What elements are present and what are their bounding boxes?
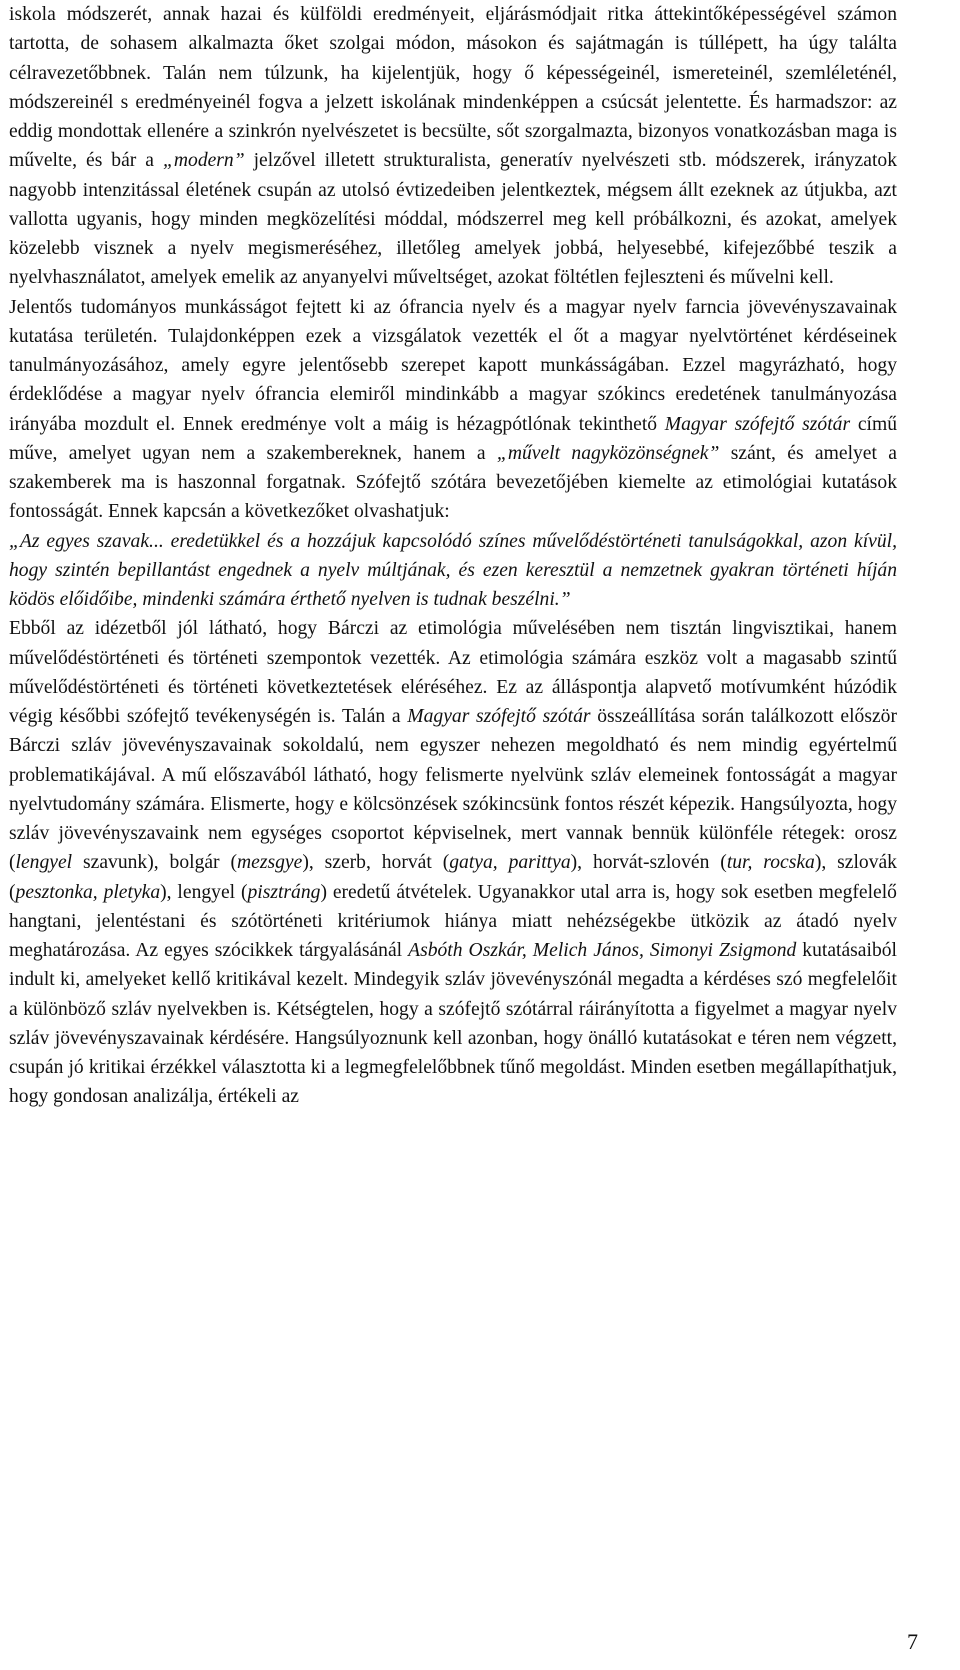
block-quote	[9, 527, 897, 615]
text-run: iskola módszerét, annak hazai és külföldi eredményeit, eljárásmódjait ritka áttekintőképességével számon tartotta, de sohasem alkalmazta őket szolgai módon, másokon és sajátmagán is túllépett, ha úgy találta célravezetőbbnek. Talán nem túlzunk, ha kijelentjük, hogy ő képességeinél, ismereteinél, szemléleténél, módszereinél s eredményeinél fogva a jelzett iskolának mindenképpen a csúcsát jelentette. És harmadszor: az eddig mondottak ellenére a szinkrón nyelvészetet is becsülte, sőt szorgalmazta, bizonyos vonatkozásban maga is művelte, és bár a	[9, 4, 897, 172]
italic-text: Magyar szófejtő szótár	[407, 706, 591, 727]
text-run: című műve, amelyet ugyan nem a szakembereknek, hanem a	[9, 413, 898, 464]
italic-text: lengyel	[15, 852, 73, 874]
text-run: kutatásaiból indult ki, amelyeket kellő kritikával kezelt. Mindegyik szláv jövevényszónál megadta a kérdéses szó megfelelőit a különböző szláv nyelvekben is. Kétségtelen, hogy a szófejtő szótárral ráirányította a figyelmet a magyar nyelv szláv jövevényszavainak kérdésére. Hangsúlyoznunk kell azonban, hogy önálló kutatásokat e téren nem végzett, csupán jó kritikai érzékkel választotta ki a legmegfelelőbbnek tűnő megoldást. Minden esetben megállapíthatjuk, hogy gondosan analizálja, értékeli az	[9, 940, 897, 1108]
text-run: összeállítása során találkozott először Bárczi szláv jövevényszavainak sokoldalú, nem egyszer nehezen megoldható és nem mindig egyértelmű problematikájával. A mű előszavából látható, hogy felismerte nyelvünk szláv elemeinek fontosságát a magyar nyelvtudomány számára. Elismerte, hogy e kölcsönzések szókincsünk fontos részét képezik. Hangsúlyozta, hogy szláv jövevényszavaink nem egységes csoportot képviselnek, mert vannak bennük különféle rétegek: orosz (	[9, 706, 897, 874]
text-run: Ebből az idézetből jól látható, hogy Bárczi az etimológia művelésében nem tisztán lingvisztikai, hanem művelődéstörténeti és történeti szempontok vezették. Az etimológia számára eszköz volt a magasabb szintű művelődéstörténeti és történeti következtetések eléréséhez. Ez az álláspontja alapvető motívumként húzódik végig későbbi szófejtő tevékenységén is. Talán a	[9, 618, 897, 727]
text-run: szavunk), bolgár (	[72, 852, 238, 874]
italic-text: „Az egyes szavak... eredetükkel és a hozzájuk kapcsolódó színes művelődéstörténeti tanulságokkal, azon kívül, hogy szintén bepillantást engednek a nyelv múltjának, és ezen keresztül a nemzetnek gyakran történeti híján ködös előidőibe, mindenki számára érthető nyelven is tudnak beszélni.”	[9, 530, 897, 610]
text-run: ) eredetű átvételek. Ugyanakkor utal arra is, hogy sok esetben megfelelő hangtani, jelentéstani és szótörténeti kritériumok hiánya miatt nehézségekbe ütközik az átadó nyelv meghatározása. Az egyes szócikkek tárgyalásánál	[9, 881, 897, 961]
text-run: ), szerb, horvát (	[302, 852, 450, 874]
text-run: ), szlovák (	[9, 852, 897, 903]
paragraph-slavic-loanwords	[9, 614, 897, 1111]
italic-text: mezsgye	[237, 852, 303, 874]
italic-text: „művelt nagyközönségnek”	[496, 442, 720, 464]
italic-text: pisztráng	[247, 881, 321, 903]
italic-text: pesztonka, pletyka	[15, 881, 161, 903]
paragraph-intro-methods	[9, 0, 897, 293]
text-run: szánt, és amelyet a szakemberek ma is haszonnal forgatnak. Szófejtő szótára bevezetőjében kiemelte az etimológiai kutatások fontosságát. Ennek kapcsán a következőket olvashatjuk:	[9, 442, 897, 523]
text-run: jelzővel illetett strukturalista, generatív nyelvészeti stb. módszerek, irányzatok nagyobb intenzitással életének csupán az utolsó évtizedeiben jelentkeztek, mégsem állt ezeknek az útjukba, azt vallotta ugyanis, hogy minden megközelítési móddal, módszerrel meg kell próbálkozni, és azokat, amelyek közelebb visznek a nyelv megismeréséhez, illetőleg amelyek jobbá, helyesebbé, kifejezőbbé teszik a nyelvhasználatot, amelyek emelik az anyanyelvi műveltséget, azokat föltétlen fejleszteni és művelni kell.	[9, 150, 897, 289]
document-body	[9, 0, 897, 1112]
text-run: ), lengyel (	[160, 881, 248, 903]
text-run: Jelentős tudományos munkásságot fejtett ki az ófrancia nyelv és a magyar nyelv farncia jövevényszavainak kutatása területén. Tulajdonképpen ezek a vizsgálatok vezették el őt a magyar nyelvtörténet kérdéseinek tanulmányozásához, amely egyre jelentősebb szerepet kapott munkásságában. Ezzel magyrázható, hogy érdeklődése a magyar nyelv ófrancia elemiről mindinkább a magyar szókincs eredetének tanulmányozása irányába mozdult el. Ennek eredménye volt a máig is hézagpótlónak tekinthető	[9, 296, 897, 435]
italic-text: Magyar szófejtő szótár	[664, 413, 851, 435]
page-number: 7	[907, 1629, 918, 1654]
text-run: ), horvát-szlovén (	[570, 852, 727, 874]
italic-text: tur, rocska	[726, 852, 815, 874]
italic-text: „modern”	[162, 150, 245, 172]
paragraph-french-research	[9, 293, 897, 527]
italic-text: gatya, parittya	[449, 852, 571, 874]
italic-text: Asbóth Oszkár, Melich János, Simonyi Zsigmond	[408, 940, 797, 961]
